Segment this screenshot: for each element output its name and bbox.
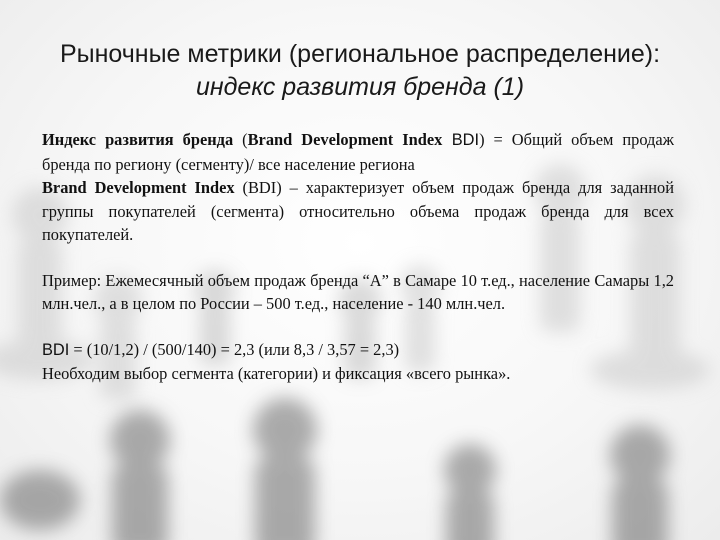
conclusion-paragraph: Необходим выбор сегмента (категории) и фиксация «всего рынка». <box>42 364 511 383</box>
example-paragraph: Пример: Ежемесячный объем продаж бренда “А” в Самаре 10 т.ед., население Самары 1,2 млн.чел., а в целом по России – 500 т.ед., население - 140 млн.чел. <box>42 270 674 313</box>
definition-open-paren: ( <box>233 130 248 149</box>
title-line-1: Рыночные метрики (региональное распределение): <box>59 40 661 68</box>
formula-abbr: BDI <box>42 340 70 359</box>
description-paragraph <box>42 176 674 247</box>
definition-text: ) = Общий объем продаж бренда по региону (сегменту)/ все население региона <box>42 130 675 174</box>
description-text: (BDI) – характеризует объем продаж бренда для заданной группы покупателей (сегмента) относительно объема продаж бренда для всех покупателей. <box>42 178 674 244</box>
definition-paragraph <box>42 128 674 176</box>
slide-body <box>42 128 674 386</box>
slide-title <box>20 38 700 104</box>
formula-paragraph <box>42 338 674 363</box>
definition-english-term: Brand Development Index <box>247 130 443 149</box>
formula-text: = (10/1,2) / (500/140) = 2,3 (или 8,3 / 3,57 = 2,3) <box>69 339 400 359</box>
definition-abbr: BDI <box>442 131 480 149</box>
description-english-term: Brand Development Index <box>42 178 235 197</box>
definition-term: Индекс развития бренда <box>42 130 234 149</box>
title-line-2: индекс развития бренда (1) <box>195 73 525 101</box>
